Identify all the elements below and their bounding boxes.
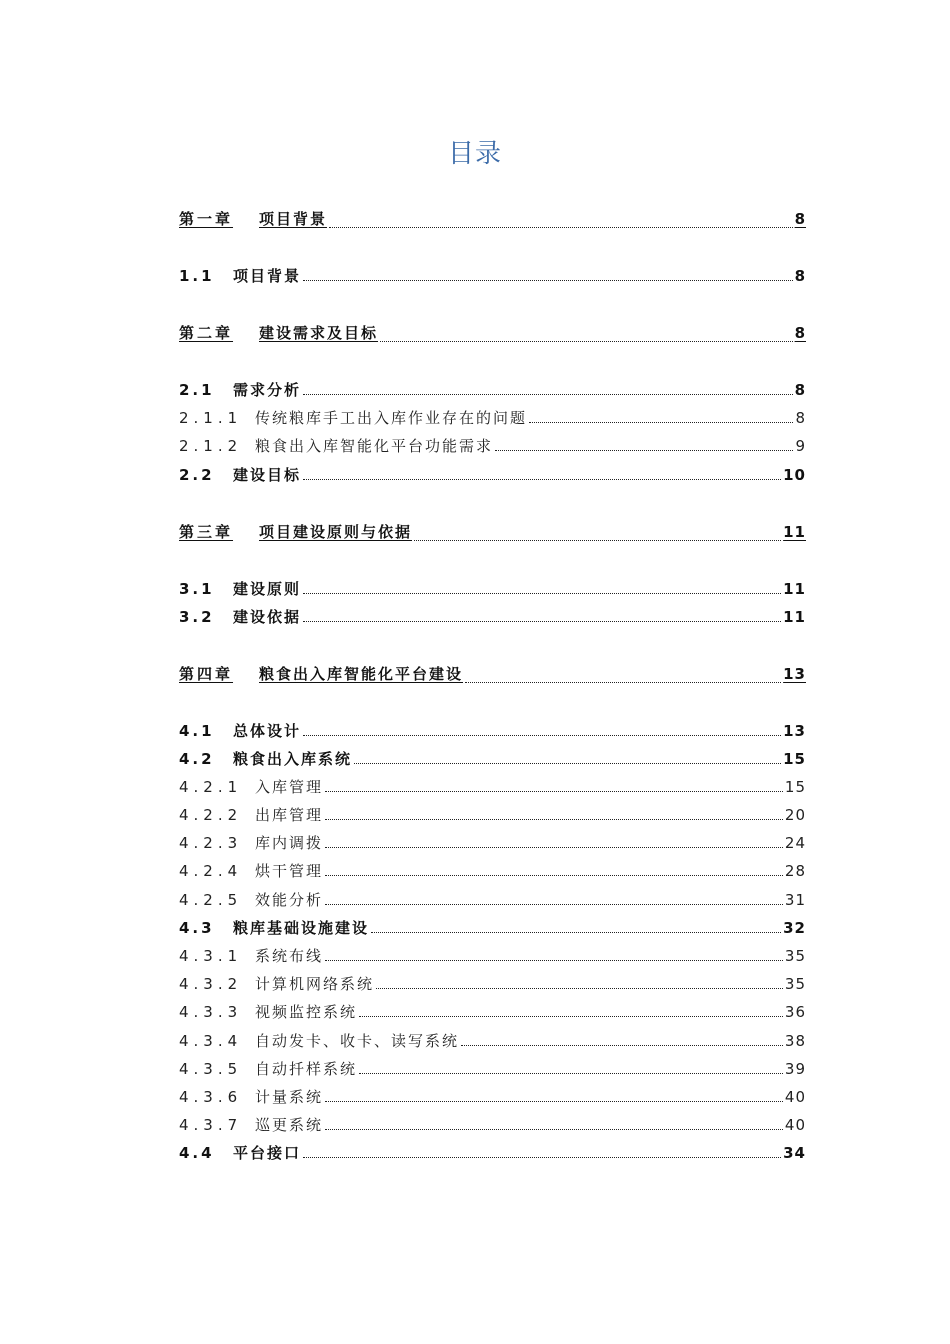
toc-entry-number: 4.3.3	[179, 1003, 243, 1021]
toc-entry-number: 4.2.4	[179, 862, 243, 880]
toc-entry[interactable]	[179, 745, 806, 769]
toc-entry[interactable]	[179, 461, 806, 485]
toc-entry-page-number: 8	[794, 267, 806, 285]
toc-entry-title: 库内调拨	[255, 834, 324, 852]
toc-entry-title: 项目建设原则与依据	[259, 523, 413, 541]
dot-leader	[325, 875, 783, 876]
toc-entry-title: 粮食出入库系统	[233, 750, 353, 768]
toc-entry-number: 第一章	[179, 210, 234, 228]
toc-entry-title: 出库管理	[255, 806, 324, 824]
toc-entry-page-number: 13	[783, 665, 806, 683]
toc-entry-title: 平台接口	[233, 1144, 302, 1162]
dot-leader	[325, 847, 783, 848]
toc-entry-title: 建设依据	[233, 608, 302, 626]
toc-entry[interactable]	[179, 1055, 806, 1079]
dot-leader	[303, 479, 781, 480]
toc-entry-number: 4.2.5	[179, 891, 243, 909]
toc-entry-number: 第三章	[179, 523, 234, 541]
toc-entry[interactable]	[179, 262, 806, 286]
dot-leader	[329, 227, 793, 228]
toc-entry-page-number: 38	[784, 1032, 806, 1050]
toc-entry-page-number: 11	[783, 523, 806, 541]
toc-entry-page-number: 15	[783, 750, 806, 768]
toc-entry-number: 4.2.3	[179, 834, 243, 852]
toc-entry-number: 4.2.2	[179, 806, 243, 824]
dot-leader	[529, 422, 793, 423]
dot-leader	[325, 904, 783, 905]
dot-leader	[303, 280, 793, 281]
toc-entry-title: 计算机网络系统	[255, 975, 375, 993]
toc-entry[interactable]	[179, 773, 806, 797]
dot-leader	[303, 621, 781, 622]
toc-entry[interactable]	[179, 717, 806, 741]
toc-entry-page-number: 32	[783, 919, 806, 937]
toc-entry-page-number: 10	[783, 466, 806, 484]
toc-entry-number: 3.1	[179, 580, 215, 598]
toc-entry-title: 需求分析	[233, 381, 302, 399]
toc-entry-number: 2.1.2	[179, 437, 243, 455]
toc-entry-page-number: 31	[784, 891, 806, 909]
toc-entry-number: 4.3.6	[179, 1088, 243, 1106]
toc-entry-number: 4.1	[179, 722, 215, 740]
dot-leader	[303, 735, 781, 736]
toc-entry-page-number: 9	[795, 437, 806, 455]
toc-entry[interactable]	[179, 857, 806, 881]
toc-entry[interactable]	[179, 829, 806, 853]
dot-leader	[325, 791, 783, 792]
toc-entry[interactable]	[179, 376, 806, 400]
toc-entry-title: 计量系统	[255, 1088, 324, 1106]
dot-leader	[303, 593, 781, 594]
toc-entry-number: 4.4	[179, 1144, 215, 1162]
dot-leader	[359, 1016, 783, 1017]
page-title: 目录	[447, 139, 502, 169]
dot-leader	[325, 1129, 783, 1130]
toc-entry-title: 自动扦样系统	[255, 1060, 358, 1078]
toc-entry-page-number: 8	[795, 409, 806, 427]
toc-entry-title: 效能分析	[255, 891, 324, 909]
toc-entry-page-number: 24	[784, 834, 806, 852]
toc-entry-title: 烘干管理	[255, 862, 324, 880]
toc-entry-page-number: 35	[784, 947, 806, 965]
toc-entry-title: 建设原则	[233, 580, 302, 598]
toc-entry[interactable]	[179, 801, 806, 825]
dot-leader	[371, 932, 781, 933]
toc-entry-page-number: 34	[783, 1144, 806, 1162]
toc-entry[interactable]	[179, 603, 806, 627]
toc-entry-number: 2.1	[179, 381, 215, 399]
toc-entry[interactable]	[179, 998, 806, 1022]
toc-entry-number: 4.3.5	[179, 1060, 243, 1078]
toc-entry-number: 4.3.1	[179, 947, 243, 965]
toc-entry[interactable]	[179, 205, 806, 229]
toc-entry[interactable]	[179, 575, 806, 599]
toc-entry-title: 总体设计	[233, 722, 302, 740]
toc-entry-number: 4.3.4	[179, 1032, 243, 1050]
toc-entry[interactable]	[179, 970, 806, 994]
dot-leader	[380, 341, 793, 342]
toc-entry-number: 1.1	[179, 267, 215, 285]
toc-entry[interactable]	[179, 942, 806, 966]
toc-entry-number: 第四章	[179, 665, 234, 683]
toc-entry-page-number: 35	[784, 975, 806, 993]
toc-entry-title: 自动发卡、收卡、读写系统	[255, 1032, 460, 1050]
toc-entry-page-number: 11	[783, 608, 806, 626]
dot-leader	[354, 763, 781, 764]
toc-entry-number: 4.2	[179, 750, 215, 768]
toc-entry[interactable]	[179, 886, 806, 910]
toc-entry-title: 粮食出入库智能化平台建设	[259, 665, 464, 683]
toc-entry-page-number: 13	[783, 722, 806, 740]
toc-entry-number: 3.2	[179, 608, 215, 626]
toc-entry-number: 4.3	[179, 919, 215, 937]
toc-entry-title: 视频监控系统	[255, 1003, 358, 1021]
toc-entry-title: 粮库基础设施建设	[233, 919, 370, 937]
toc-entry-title: 项目背景	[233, 267, 302, 285]
toc-entry-page-number: 39	[784, 1060, 806, 1078]
toc-entry-page-number: 36	[784, 1003, 806, 1021]
toc-entry-number: 第二章	[179, 324, 234, 342]
toc-entry-page-number: 40	[784, 1116, 806, 1134]
dot-leader	[325, 819, 783, 820]
toc-entry-title: 粮食出入库智能化平台功能需求	[255, 437, 494, 455]
toc-entry-page-number: 8	[794, 210, 806, 228]
toc-entry[interactable]	[179, 1139, 806, 1163]
toc-entry[interactable]	[179, 660, 806, 684]
toc-entry-number: 2.2	[179, 466, 215, 484]
toc-entry-page-number: 28	[784, 862, 806, 880]
dot-leader	[303, 394, 793, 395]
dot-leader	[303, 1157, 781, 1158]
toc-entry-page-number: 8	[794, 381, 806, 399]
toc-entry-title: 项目背景	[259, 210, 328, 228]
toc-entry-number: 4.2.1	[179, 778, 243, 796]
toc-entry-title: 建设目标	[233, 466, 302, 484]
dot-leader	[325, 960, 783, 961]
dot-leader	[465, 682, 781, 683]
toc-entry[interactable]	[179, 1111, 806, 1135]
toc-entry[interactable]	[179, 404, 806, 428]
toc-entry[interactable]	[179, 432, 806, 456]
toc-entry[interactable]	[179, 1083, 806, 1107]
toc-entry-title: 建设需求及目标	[259, 324, 379, 342]
dot-leader	[461, 1045, 783, 1046]
toc-entry-page-number: 20	[784, 806, 806, 824]
toc-entry-number: 2.1.1	[179, 409, 243, 427]
toc-entry-title: 巡更系统	[255, 1116, 324, 1134]
dot-leader	[495, 450, 793, 451]
toc-entry-page-number: 40	[784, 1088, 806, 1106]
dot-leader	[359, 1073, 783, 1074]
toc-entry[interactable]	[179, 914, 806, 938]
toc-entry[interactable]	[179, 319, 806, 343]
toc-entry-title: 传统粮库手工出入库作业存在的问题	[255, 409, 528, 427]
dot-leader	[325, 1101, 783, 1102]
toc-entry-title: 系统布线	[255, 947, 324, 965]
toc-entry-number: 4.3.2	[179, 975, 243, 993]
toc-entry[interactable]	[179, 518, 806, 542]
toc-entry[interactable]	[179, 1027, 806, 1051]
toc-entry-number: 4.3.7	[179, 1116, 243, 1134]
toc-entry-page-number: 8	[794, 324, 806, 342]
toc-entry-title: 入库管理	[255, 778, 324, 796]
toc-entry-page-number: 15	[784, 778, 806, 796]
dot-leader	[414, 540, 781, 541]
toc-entry-page-number: 11	[783, 580, 806, 598]
dot-leader	[376, 988, 783, 989]
